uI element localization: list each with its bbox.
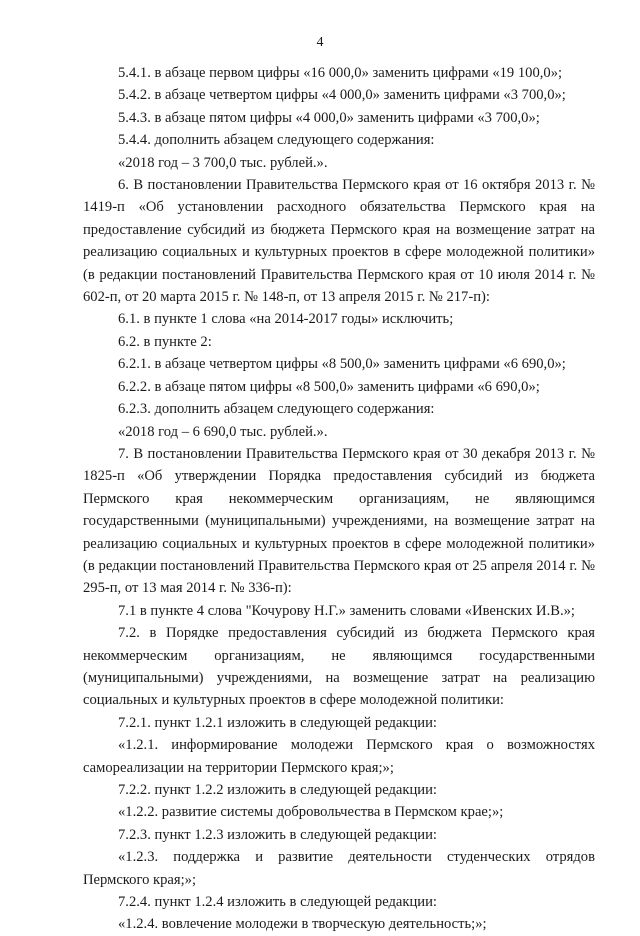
paragraph: «1.2.4. вовлечение молодежи в творческую деятельность;»; [118,916,487,933]
document-body [83,62,595,936]
paragraph: «1.2.2. развитие системы добровольчества в Пермском крае;»; [118,804,504,821]
paragraph: 7.2.1. пункт 1.2.1 изложить в следующей редакции: [118,714,437,731]
paragraph: 6.2.3. дополнить абзацем следующего содержания: [118,401,435,418]
paragraph: 5.4.4. дополнить абзацем следующего содержания: [118,132,435,149]
paragraph: 6.2. в пункте 2: [118,333,212,350]
paragraph: 6.2.1. в абзаце четвертом цифры «8 500,0» заменить цифрами «6 690,0»; [118,356,566,373]
paragraph: 6. В постановлении Правительства Пермского края от 16 октября 2013 г. № 1419-п «Об установлении расходного обязательства Пермского края на предоставление субсидий из бюджета Пермского края на возмещение затрат на реализацию социальных и культурных проектов в сфере молодежной политики» (в редакции постановлений Правительства Пермского края от 10 июля 2014 г. № 602-п, от 20 марта 2015 г. № 148-п, от 13 апреля 2015 г. № 217-п): [83,177,595,306]
paragraph: 5.4.3. в абзаце пятом цифры «4 000,0» заменить цифрами «3 700,0»; [118,109,540,126]
paragraph: 5.4.2. в абзаце четвертом цифры «4 000,0» заменить цифрами «3 700,0»; [118,87,566,104]
paragraph: 7.2. в Порядке предоставления субсидий из бюджета Пермского края некоммерческим организациям, не являющимся государственными (муниципальными) учреждениями, на возмещение затрат на реализацию социальных и культурных проектов в сфере молодежной политики: [83,625,595,709]
paragraph: 7.1 в пункте 4 слова "Кочурову Н.Г.» заменить словами «Ивенских И.В.»; [118,602,575,619]
page-number: 4 [316,35,324,50]
paragraph: 7.2.4. пункт 1.2.4 изложить в следующей редакции: [118,894,437,911]
paragraph: 7. В постановлении Правительства Пермского края от 30 декабря 2013 г. № 1825-п «Об утверждении Порядка предоставления субсидий из бюджета Пермского края некоммерческим организациям, не являющимся государственными (муниципальными) учреждениями, на возмещение затрат на реализацию социальных и культурных проектов в сфере молодежной политики» (в редакции постановлений Правительства Пермского края от 25 апреля 2014 г. № 295-п, от 13 мая 2014 г. № 336-п): [83,445,595,597]
paragraph: 6.1. в пункте 1 слова «на 2014-2017 годы» исключить; [118,311,454,328]
paragraph: «2018 год – 6 690,0 тыс. рублей.». [118,423,328,440]
paragraph: «1.2.3. поддержка и развитие деятельности студенческих отрядов Пермского края;»; [83,849,595,888]
paragraph: 7.2.2. пункт 1.2.2 изложить в следующей редакции: [118,782,437,798]
paragraph: 6.2.2. в абзаце пятом цифры «8 500,0» заменить цифрами «6 690,0»; [118,378,540,395]
paragraph: «1.2.1. информирование молодежи Пермского края о возможностях самореализации на территории Пермского края;»; [83,737,595,776]
paragraph: 5.4.1. в абзаце первом цифры «16 000,0» заменить цифрами «19 100,0»; [118,65,563,81]
paragraph: 7.2.3. пункт 1.2.3 изложить в следующей редакции: [118,826,437,843]
paragraph: «2018 год – 3 700,0 тыс. рублей.». [118,154,328,171]
